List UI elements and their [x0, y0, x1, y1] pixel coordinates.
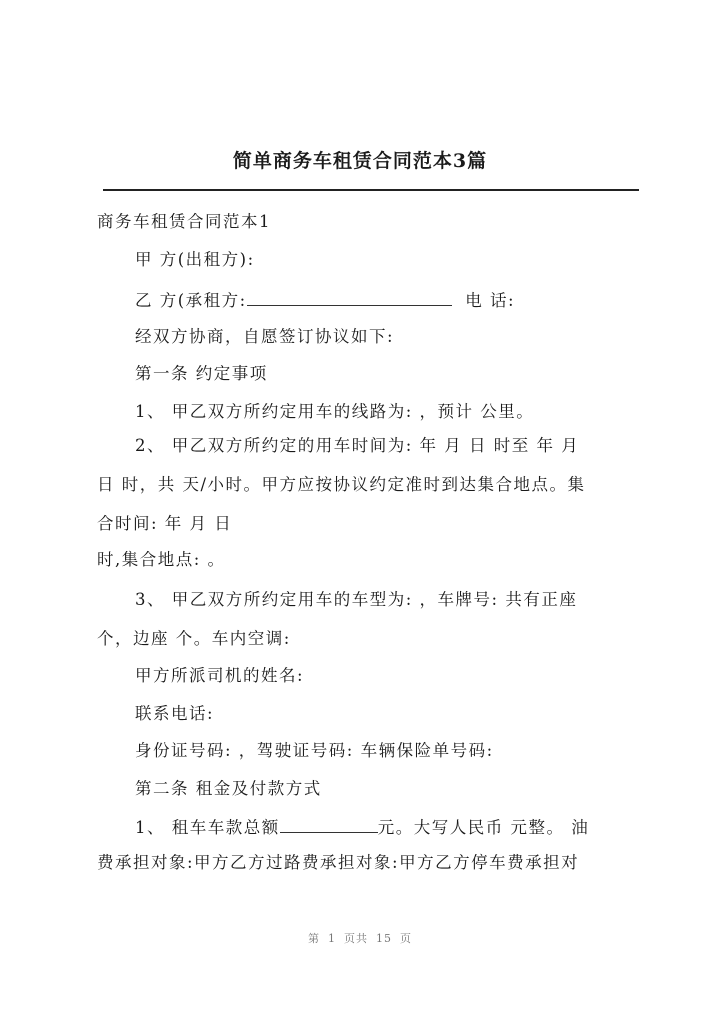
- footer-page-mid: 页共: [344, 932, 368, 945]
- article-2-heading: 第二条 租金及付款方式: [135, 779, 322, 798]
- party-b-label: 乙 方(承租方:: [135, 291, 247, 310]
- preamble-line: 经双方协商，自愿签订协议如下:: [135, 327, 395, 346]
- item-3-line-a: 3、 甲乙双方所约定用车的车型为: ，车牌号: 共有正座: [135, 590, 578, 609]
- item-2-line-a: 2、 甲乙双方所约定的用车时间为: 年 月 日 时至 年 月: [135, 436, 580, 455]
- item-2-line-c: 合时间: 年 月 日: [97, 514, 233, 533]
- page-footer: [0, 930, 720, 946]
- party-b-line: [135, 289, 515, 311]
- payment-total-blank: [280, 816, 378, 833]
- party-a-line: 甲 方(出租方):: [135, 250, 255, 269]
- item-2-line-d: 时,集合地点: 。: [97, 550, 226, 569]
- page-title: 简单商务车租赁合同范本3篇: [232, 150, 488, 172]
- payment-1-suffix: 元。大写人民币 元整。 油: [377, 818, 590, 837]
- item-1-line: 1、 甲乙双方所约定用车的线路为: ，预计 公里。: [135, 402, 535, 421]
- payment-1-prefix: 1、 租车车款总额: [135, 818, 280, 837]
- footer-page-total: 15: [376, 932, 392, 945]
- contact-phone-line: 联系电话:: [135, 704, 215, 723]
- payment-1-line-a: [135, 816, 589, 838]
- title-divider: [103, 189, 639, 191]
- item-2-line-b: 日 时，共 天/小时。甲方应按协议约定准时到达集合地点。集: [97, 475, 586, 494]
- party-b-phone-label: 电 话:: [465, 291, 516, 310]
- driver-name-line: 甲方所派司机的姓名:: [135, 666, 305, 685]
- section-heading: 商务车租赁合同范本1: [97, 212, 271, 231]
- party-b-blank: [247, 289, 452, 306]
- item-3-line-b: 个，边座 个。车内空调:: [97, 629, 291, 648]
- article-1-heading: 第一条 约定事项: [135, 364, 268, 383]
- footer-page-word: 第: [308, 932, 320, 945]
- footer-page-end: 页: [400, 932, 412, 945]
- id-numbers-line: 身份证号码: ，驾驶证号码: 车辆保险单号码:: [135, 741, 494, 760]
- footer-page-current: 1: [328, 932, 336, 945]
- payment-1-line-b: 费承担对象:甲方乙方过路费承担对象:甲方乙方停车费承担对: [97, 853, 580, 872]
